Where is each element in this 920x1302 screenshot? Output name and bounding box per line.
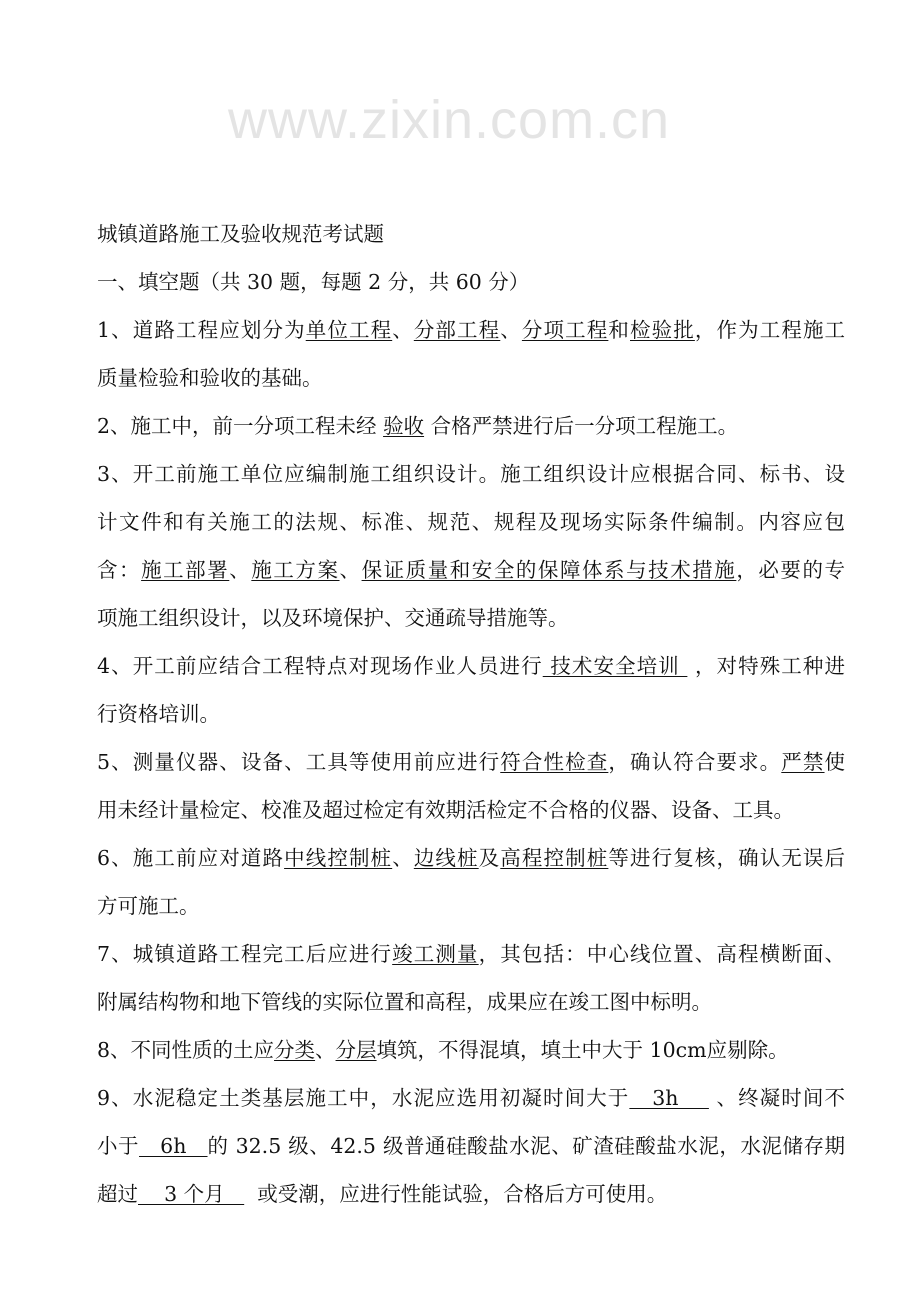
text-line [97, 786, 845, 834]
text-line [97, 498, 845, 546]
answer-blank: 6h [139, 1134, 208, 1158]
section-heading [97, 258, 845, 306]
answer-blank: 3 个月 [138, 1182, 245, 1206]
text-segment: 含： [97, 558, 142, 582]
text-segment: 3、开工前施工单位应编制施工组织设计。施工组织设计应根据合同、标书、设 [97, 462, 845, 486]
answer-blank: 竣工测量 [392, 942, 479, 966]
text-segment: 附属结构物和地下管线的实际位置和高程，成果应在竣工图中标明。 [97, 990, 712, 1014]
text-line [97, 690, 845, 738]
text-line [97, 834, 845, 882]
text-segment: 等进行复核，确认无误后 [608, 846, 846, 870]
text-segment: 、终凝时间不 [708, 1086, 845, 1110]
text-segment: 方可施工。 [97, 894, 200, 918]
text-segment: 、 [339, 558, 362, 582]
text-segment: 、 [229, 558, 252, 582]
text-segment: 、 [315, 1038, 336, 1062]
answer-blank: 中线控制桩 [284, 846, 393, 870]
watermark: www.zixin.com.cn [228, 90, 671, 150]
text-segment: 或受潮，应进行性能试验，合格后方可使用。 [244, 1182, 668, 1206]
text-segment: 的 32.5 级、42.5 级普通硅酸盐水泥、矿渣硅酸盐水泥，水泥储存期 [207, 1134, 845, 1158]
text-segment: 填筑，不得混填，填土中大于 10cm应剔除。 [376, 1038, 789, 1062]
text-segment: 4、开工前应结合工程特点对现场作业人员进行 [97, 654, 543, 678]
answer-blank: 保证质量和安全的保障体系与技术措施 [361, 558, 737, 582]
text-segment: 质量检验和验收的基础。 [97, 366, 323, 390]
text-segment: 行资格培训。 [97, 702, 220, 726]
text-segment: 2、施工中，前一分项工程未经 [97, 414, 384, 438]
text-segment: 使 [824, 750, 846, 774]
text-line [97, 306, 845, 354]
text-segment: 计文件和有关施工的法规、标准、规范、规程及现场实际条件编制。内容应包 [97, 510, 845, 534]
text-line [97, 402, 845, 450]
answer-blank: 施工方案 [251, 558, 340, 582]
text-line [97, 1074, 845, 1122]
answer-blank: 分层 [335, 1038, 377, 1062]
text-line [97, 738, 845, 786]
text-line [97, 978, 845, 1026]
text-segment: 合格严禁进行后一分项工程施工。 [424, 414, 739, 438]
answer-blank: 符合性检查 [500, 750, 609, 774]
text-segment: ，对特殊工种进 [687, 654, 845, 678]
text-line [97, 642, 845, 690]
text-segment: 项施工组织设计，以及环境保护、交通疏导措施等。 [97, 606, 569, 630]
text-segment: 5、测量仪器、设备、工具等使用前应进行 [97, 750, 501, 774]
text-segment: 城镇道路施工及验收规范考试题 [97, 222, 384, 246]
answer-blank: 施工部署 [141, 558, 230, 582]
answer-blank: 技术安全培训 [542, 654, 688, 678]
text-segment: 超过 [97, 1182, 138, 1206]
answer-blank: 3h [629, 1086, 709, 1110]
text-segment: 6、施工前应对道路 [97, 846, 285, 870]
text-segment: 、 [500, 318, 522, 342]
document-title [97, 210, 845, 258]
answer-blank: 验收 [383, 414, 425, 438]
text-segment: 8、不同性质的土应 [97, 1038, 275, 1062]
text-segment: ，作为工程施工 [694, 318, 846, 342]
text-segment: 小于 [97, 1134, 140, 1158]
text-line [97, 1170, 845, 1218]
answer-blank: 严禁 [781, 750, 825, 774]
text-line [97, 354, 845, 402]
text-segment: 用未经计量检定、校准及超过检定有效期活检定不合格的仪器、设备、工具。 [97, 798, 794, 822]
answer-blank: 单位工程 [305, 318, 393, 342]
text-segment: 和 [608, 318, 630, 342]
text-segment: 及 [478, 846, 501, 870]
text-segment: 一、填空题（共 30 题，每题 2 分，共 60 分） [97, 270, 530, 294]
text-segment: 、 [392, 846, 414, 870]
text-line [97, 1122, 845, 1170]
text-segment: 1、道路工程应划分为 [97, 318, 306, 342]
document-body [97, 210, 845, 1218]
text-line [97, 546, 845, 594]
answer-blank: 分类 [274, 1038, 316, 1062]
answer-blank: 分项工程 [521, 318, 609, 342]
answer-blank: 边线桩 [413, 846, 479, 870]
text-line [97, 594, 845, 642]
text-line [97, 450, 845, 498]
text-segment: ，其包括：中心线位置、高程横断面、 [478, 942, 846, 966]
text-segment: 9、水泥稳定土类基层施工中，水泥应选用初凝时间大于 [97, 1086, 630, 1110]
text-segment: ，确认符合要求。 [608, 750, 782, 774]
answer-blank: 高程控制桩 [500, 846, 609, 870]
text-line [97, 930, 845, 978]
text-segment: ，必要的专 [736, 558, 846, 582]
text-segment: 、 [392, 318, 414, 342]
answer-blank: 检验批 [630, 318, 695, 342]
text-line [97, 882, 845, 930]
text-line [97, 1026, 845, 1074]
text-segment: 7、城镇道路工程完工后应进行 [97, 942, 393, 966]
answer-blank: 分部工程 [413, 318, 501, 342]
